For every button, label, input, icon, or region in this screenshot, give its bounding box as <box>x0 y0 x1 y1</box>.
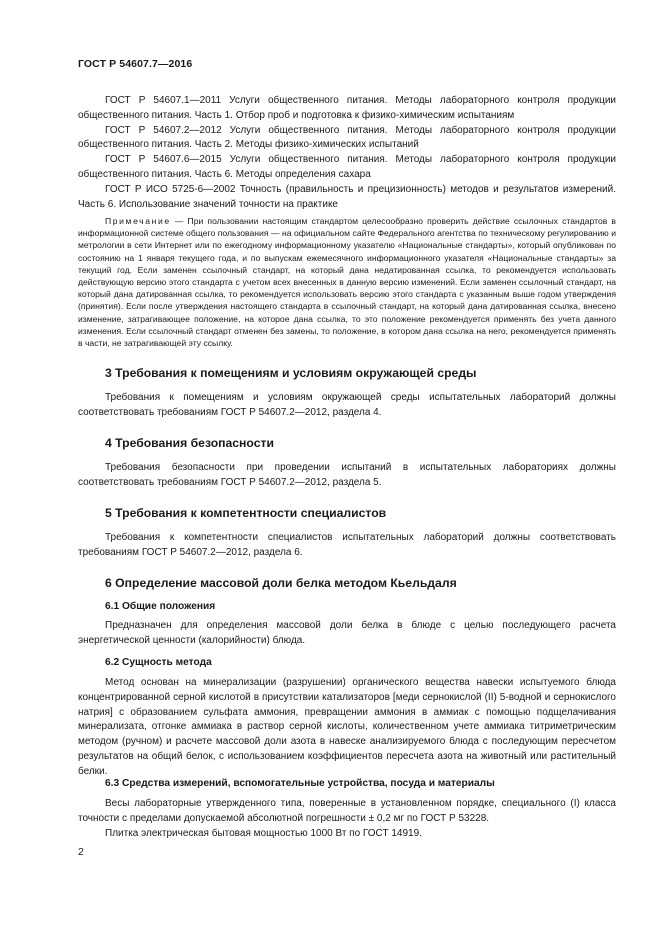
subsection-6-2-heading: 6.2 Сущность метода <box>105 657 212 668</box>
note-label: Примечание <box>105 216 171 226</box>
section-6-heading: 6 Определение массовой доли белка методом Кьельдаля <box>105 576 457 590</box>
note-paragraph <box>78 215 616 349</box>
subsection-6-1-heading: 6.1 Общие положения <box>105 601 216 612</box>
section-4-text: Требования безопасности при проведении испытаний в испытательных лабораториях должны соответствовать требованиям ГОСТ Р 54607.2—2012, раздела 5. <box>78 462 616 488</box>
section-4-heading: 4 Требования безопасности <box>105 436 274 450</box>
subsection-6-3-text: Плитка электрическая бытовая мощностью 1000 Вт по ГОСТ 14919. <box>105 827 422 839</box>
subsection-6-3-heading: 6.3 Средства измерений, вспомогательные устройства, посуда и материалы <box>105 778 495 789</box>
section-3-heading: 3 Требования к помещениям и условиям окружающей среды <box>105 366 477 380</box>
subsection-6-1-text: Предназначен для определения массовой доли белка в блюде с целью последующего расчета энергетической ценности (калорийности) блюда. <box>78 620 616 646</box>
document-header: ГОСТ Р 54607.7—2016 <box>78 58 193 70</box>
subsection-6-3-text: Весы лабораторные утвержденного типа, поверенные в установленном порядке, специального (I) класса точности с пределами допускаемой абсолютной погрешности ± 0,2 мг по ГОСТ Р 53228. <box>78 798 616 824</box>
section-3-text: Требования к помещениям и условиям окружающей среды испытательных лабораторий должны соответствовать требованиям ГОСТ Р 54607.2—2012, раздела 4. <box>78 392 616 418</box>
section-5-text: Требования к компетентности специалистов испытательных лабораторий должны соответствовать требованиям ГОСТ Р 54607.2—2012, раздела 6. <box>78 532 616 558</box>
subsection-6-2-text: Метод основан на минерализации (разрушении) органического вещества навески испытуемого блюда концентрированной серной кислотой в присутствии катализаторов [меди сернокислой (II) 5-водной и сернокислого натрия] с образованием сульфата аммония, превращении аммония в аммиак с помощью подщелачивания минерализата, отгонке аммиака в раствор серной кислоты, количественном учете аммиака титриметрическим методом (ручном) и расчете массовой доли азота в навеске анализируемого блюда с последующим пересчетом результатов на общий белок, с использованием коэффициентов пересчета азота на животный или растительный белки. <box>78 677 616 777</box>
reference-item: ГОСТ Р 54607.6—2015 Услуги общественного питания. Методы лабораторного контроля продукции общественного питания. Часть 6. Методы определения сахара <box>78 154 616 180</box>
note-text: — При пользовании настоящим стандартом целесообразно проверить действие ссылочных стандартов в информационной системе общего пользования — на официальном сайте Федерального агентства по техническому регулированию и метрологии в сети Интернет или по ежегодному информационному указателю «Национальные стандарты», который опубликован по состоянию на 1 января текущего года, и по выпускам ежемесячного информационного указателя «Национальные стандарты» за текущий год. Если заменен ссылочный стандарт, на который дана недатированная ссылка, то рекомендуется использовать действующую версию этого стандарта с учетом всех внесенных в данную версию изменений. Если заменен ссылочный стандарт, на который дана датированная ссылка, то рекомендуется использовать версию этого стандарта с указанным выше годом утверждения (принятия). Если после утверждения настоящего стандарта в ссылочный стандарт, на который дана датированная ссылка, внесено изменение, затрагивающее положение, на которое дана ссылка, то это положение рекомендуется применять без учета данного изменения. Если ссылочный стандарт отменен без замены, то положение, в котором дана ссылка на него, рекомендуется применять в части, не затрагивающей эту ссылку. <box>78 216 616 349</box>
reference-item: ГОСТ Р 54607.2—2012 Услуги общественного питания. Методы лабораторного контроля продукции общественного питания. Часть 2. Методы физико-химических испытаний <box>78 124 616 151</box>
reference-item: ГОСТ Р 54607.1—2011 Услуги общественного питания. Методы лабораторного контроля продукции общественного питания. Часть 1. Отбор проб и подготовка к физико-химическим испытаниям <box>78 95 616 121</box>
reference-item: ГОСТ Р ИСО 5725-6—2002 Точность (правильность и прецизионность) методов и результатов измерений. Часть 6. Использование значений точности на практике <box>78 183 616 210</box>
section-5-heading: 5 Требования к компетентности специалистов <box>105 506 387 520</box>
page-number: 2 <box>78 846 84 858</box>
